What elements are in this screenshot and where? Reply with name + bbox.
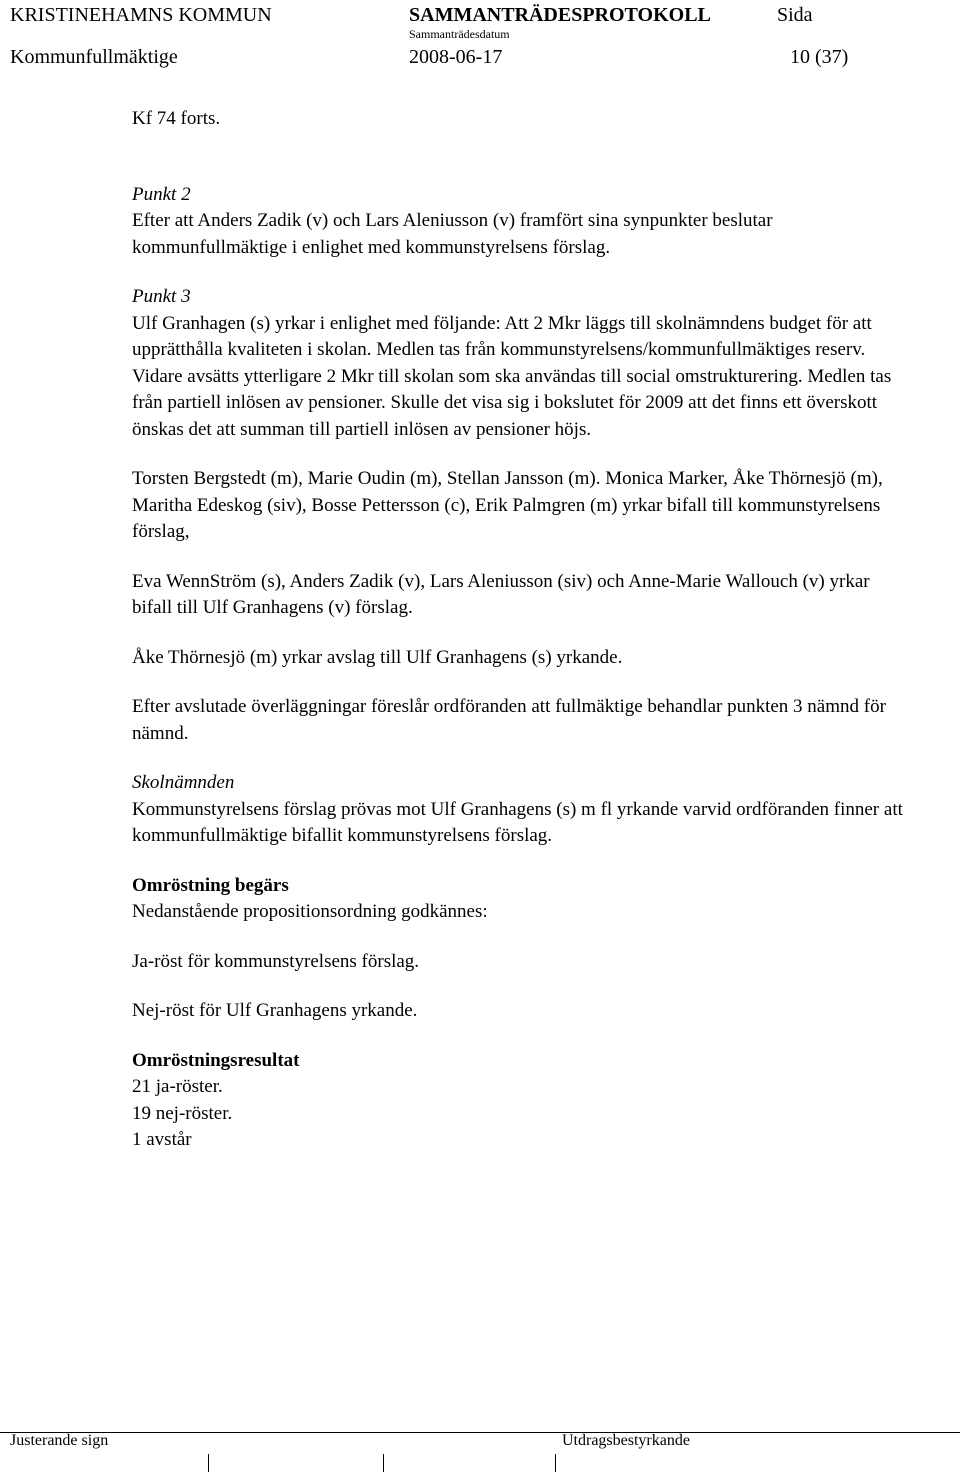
omrostning-heading: Omröstning begärs [132,874,289,896]
ja-proposition: Ja-röst för kommunstyrelsens förslag. [132,950,420,972]
protocol-body [132,106,912,1154]
resultat-avstar: 1 avstår [132,1129,192,1150]
procedure-paragraph: Efter avslutade överläggningar föreslår ordföranden att fullmäktige behandlar punkten 3 nämnd för nämnd. [132,696,886,744]
omrostning-paragraph: Nedanstående propositionsordning godkännes: [132,901,488,922]
punkt3-heading: Punkt 3 [132,286,191,307]
resultat-heading: Omröstningsresultat [132,1049,300,1071]
rejection-paragraph: Åke Thörnesjö (m) yrkar avslag till Ulf Granhagens (s) yrkande. [132,646,623,668]
nej-proposition: Nej-röst för Ulf Granhagens yrkande. [132,1000,418,1021]
document-type: SAMMANTRÄDESPROTOKOLL [409,4,711,26]
meeting-date: 2008-06-17 [409,46,503,68]
skolnamnden-paragraph: Kommunstyrelsens förslag prövas mot Ulf Granhagens (s) m fl yrkande varvid ordföranden finner att kommunfullmäktige bifallit kommunstyrelsens förslag. [132,798,903,846]
extract-label: Utdragsbestyrkande [562,1432,690,1449]
section-reference: Kf 74 forts. [132,108,221,129]
support-paragraph: Torsten Bergstedt (m), Marie Oudin (m), Stellan Jansson (m). Monica Marker, Åke Thörnesjö (m), Maritha Edeskog (siv), Bosse Pettersson (c), Erik Palmgren (m) yrkar bifall till kommunstyrelsens förslag, [132,468,883,542]
signature-box-divider [555,1454,556,1472]
punkt2-heading: Punkt 2 [132,183,191,205]
resultat-nej: 19 nej-röster. [132,1102,233,1124]
page-number: 10 (37) [790,46,849,68]
signature-label: Justerande sign [10,1432,109,1449]
punkt3-paragraph: Ulf Granhagen (s) yrkar i enlighet med följande: Att 2 Mkr läggs till skolnämndens budget för att upprätthålla kvaliteten i skolan. Medlen tas från kommunstyrelsens/kommunfullmäktiges reserv. Vidare avsätts ytterligare 2 Mkr till skolan som ska användas till social omstrukturering. Medlen tas från partiell inlösen av pensioner. Skulle det visa sig i bokslutet för 2009 att det finns ett överskott önskas det att summan till partiell inlösen av pensioner höjs. [132,312,892,440]
assembly-name: Kommunfullmäktige [10,46,178,68]
skolnamnden-heading: Skolnämnden [132,772,235,793]
punkt2-paragraph: Efter att Anders Zadik (v) och Lars Aleniusson (v) framfört sina synpunkter beslutar kommunfullmäktige i enlighet med kommunstyrelsens förslag. [132,210,773,258]
org-name: KRISTINEHAMNS KOMMUN [10,4,272,26]
footer-divider [0,1432,960,1433]
page-label: Sida [777,4,813,26]
signature-box-divider [208,1454,209,1472]
date-label: Sammanträdesdatum [409,27,510,41]
counter-paragraph: Eva WennStröm (s), Anders Zadik (v), Lars Aleniusson (siv) och Anne-Marie Wallouch (v) yrkar bifall till Ulf Granhagens (v) förslag. [132,570,870,618]
signature-box-divider [383,1454,384,1472]
resultat-ja: 21 ja-röster. [132,1076,223,1097]
